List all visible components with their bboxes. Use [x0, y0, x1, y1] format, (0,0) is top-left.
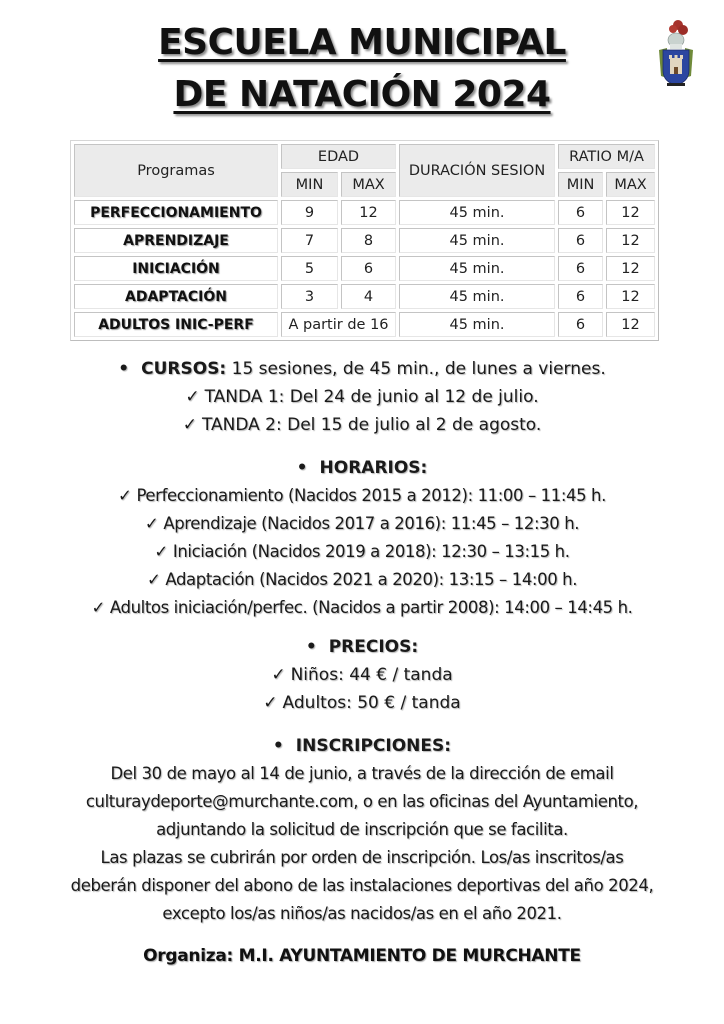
header-ratio-min: MIN	[558, 172, 603, 197]
edad-min: 9	[281, 200, 338, 225]
horario-text: Adaptación (Nacidos 2021 a 2020): 13:15 – 14:00 h.	[165, 570, 578, 589]
section-inscripciones	[0, 732, 724, 928]
cursos-text: 15 sesiones, de 45 min., de lunes a viernes.	[226, 359, 606, 379]
inscripciones-line: deberán disponer del abono de las instalaciones deportivas del año 2024,	[70, 876, 654, 895]
title-line-2: DE NATACIÓN 2024	[173, 74, 551, 115]
header-edad-min: MIN	[281, 172, 338, 197]
inscripciones-line: adjuntando la solicitud de inscripción que se facilita.	[156, 820, 568, 839]
edad-max: 4	[341, 284, 396, 309]
inscripciones-line: Las plazas se cubrirán por orden de inscripción. Los/as inscritos/as	[100, 848, 624, 867]
table-row	[74, 228, 655, 253]
list-item	[0, 661, 724, 689]
edad-max: 8	[341, 228, 396, 253]
list-item	[0, 411, 724, 439]
ratio-max: 12	[606, 312, 655, 337]
cursos-heading: • CURSOS:	[118, 359, 226, 379]
table-row	[74, 312, 655, 337]
program-name: INICIACIÓN	[74, 256, 278, 281]
program-name: APRENDIZAJE	[74, 228, 278, 253]
ratio-max: 12	[606, 228, 655, 253]
program-name: PERFECCIONAMIENTO	[74, 200, 278, 225]
duracion: 45 min.	[399, 228, 555, 253]
header-edad-max: MAX	[341, 172, 396, 197]
programs-table	[70, 140, 659, 341]
table-header-row	[74, 144, 655, 169]
horario-text: Iniciación (Nacidos 2019 a 2018): 12:30 – 13:15 h.	[172, 542, 570, 561]
check-icon: ✓	[154, 542, 168, 561]
list-item	[0, 510, 724, 538]
check-icon: ✓	[144, 514, 159, 533]
check-icon: ✓	[146, 570, 161, 589]
edad-min: 3	[281, 284, 338, 309]
header-ratio: RATIO M/A	[558, 144, 655, 169]
precio-ninos: Niños: 44 € / tanda	[290, 665, 453, 685]
header-edad: EDAD	[281, 144, 396, 169]
list-item	[0, 482, 724, 510]
header-duracion: DURACIÓN SESION	[399, 144, 555, 197]
inscripciones-line: excepto los/as niños/as nacidos/as en el año 2021.	[162, 904, 562, 923]
edad-max: 6	[341, 256, 396, 281]
tanda-2-text: TANDA 2: Del 15 de julio al 2 de agosto.	[201, 415, 542, 435]
header-ratio-max: MAX	[606, 172, 655, 197]
edad-range: A partir de 16	[281, 312, 396, 337]
organizer-footer: Organiza: M.I. AYUNTAMIENTO DE MURCHANTE	[143, 946, 581, 966]
cursos-summary	[0, 355, 724, 383]
edad-min: 7	[281, 228, 338, 253]
ratio-max: 12	[606, 256, 655, 281]
ratio-min: 6	[558, 312, 603, 337]
list-item	[0, 538, 724, 566]
ratio-max: 12	[606, 200, 655, 225]
check-icon: ✓	[263, 693, 278, 713]
precios-heading: • PRECIOS:	[0, 633, 724, 661]
horario-text: Aprendizaje (Nacidos 2017 a 2016): 11:45 – 12:30 h.	[163, 514, 580, 533]
horario-text: Adultos iniciación/perfec. (Nacidos a partir 2008): 14:00 – 14:45 h.	[109, 598, 633, 617]
precio-adultos: Adultos: 50 € / tanda	[282, 693, 461, 713]
list-item	[0, 566, 724, 594]
ratio-min: 6	[558, 228, 603, 253]
horario-text: Perfeccionamiento (Nacidos 2015 a 2012): 11:00 – 11:45 h.	[136, 486, 606, 505]
table-row	[74, 284, 655, 309]
title-line-1: ESCUELA MUNICIPAL	[158, 22, 566, 63]
check-icon: ✓	[118, 486, 132, 505]
edad-max: 12	[341, 200, 396, 225]
tanda-1-text: TANDA 1: Del 24 de junio al 12 de julio.	[204, 387, 539, 407]
ratio-min: 6	[558, 284, 603, 309]
check-icon: ✓	[185, 387, 200, 407]
duracion: 45 min.	[399, 200, 555, 225]
inscripciones-heading: • INSCRIPCIONES:	[0, 732, 724, 760]
inscripciones-line: Del 30 de mayo al 14 de junio, a través de la dirección de email	[110, 764, 614, 783]
program-name: ADAPTACIÓN	[74, 284, 278, 309]
table-row	[74, 200, 655, 225]
coat-of-arms-icon	[655, 18, 697, 90]
duracion: 45 min.	[399, 256, 555, 281]
list-item	[0, 689, 724, 717]
program-name: ADULTOS INIC-PERF	[74, 312, 278, 337]
check-icon: ✓	[91, 598, 105, 617]
section-cursos	[0, 355, 724, 439]
ratio-min: 6	[558, 256, 603, 281]
table-row	[74, 256, 655, 281]
header-programas: Programas	[74, 144, 278, 197]
section-horarios	[0, 454, 724, 622]
inscripciones-line: culturaydeporte@murchante.com, o en las oficinas del Ayuntamiento,	[85, 792, 639, 811]
edad-min: 5	[281, 256, 338, 281]
check-icon: ✓	[182, 415, 197, 435]
duracion: 45 min.	[399, 284, 555, 309]
list-item	[0, 383, 724, 411]
check-icon: ✓	[271, 665, 286, 685]
section-precios	[0, 633, 724, 717]
duracion: 45 min.	[399, 312, 555, 337]
list-item	[0, 594, 724, 622]
horarios-heading: • HORARIOS:	[0, 454, 724, 482]
ratio-max: 12	[606, 284, 655, 309]
ratio-min: 6	[558, 200, 603, 225]
